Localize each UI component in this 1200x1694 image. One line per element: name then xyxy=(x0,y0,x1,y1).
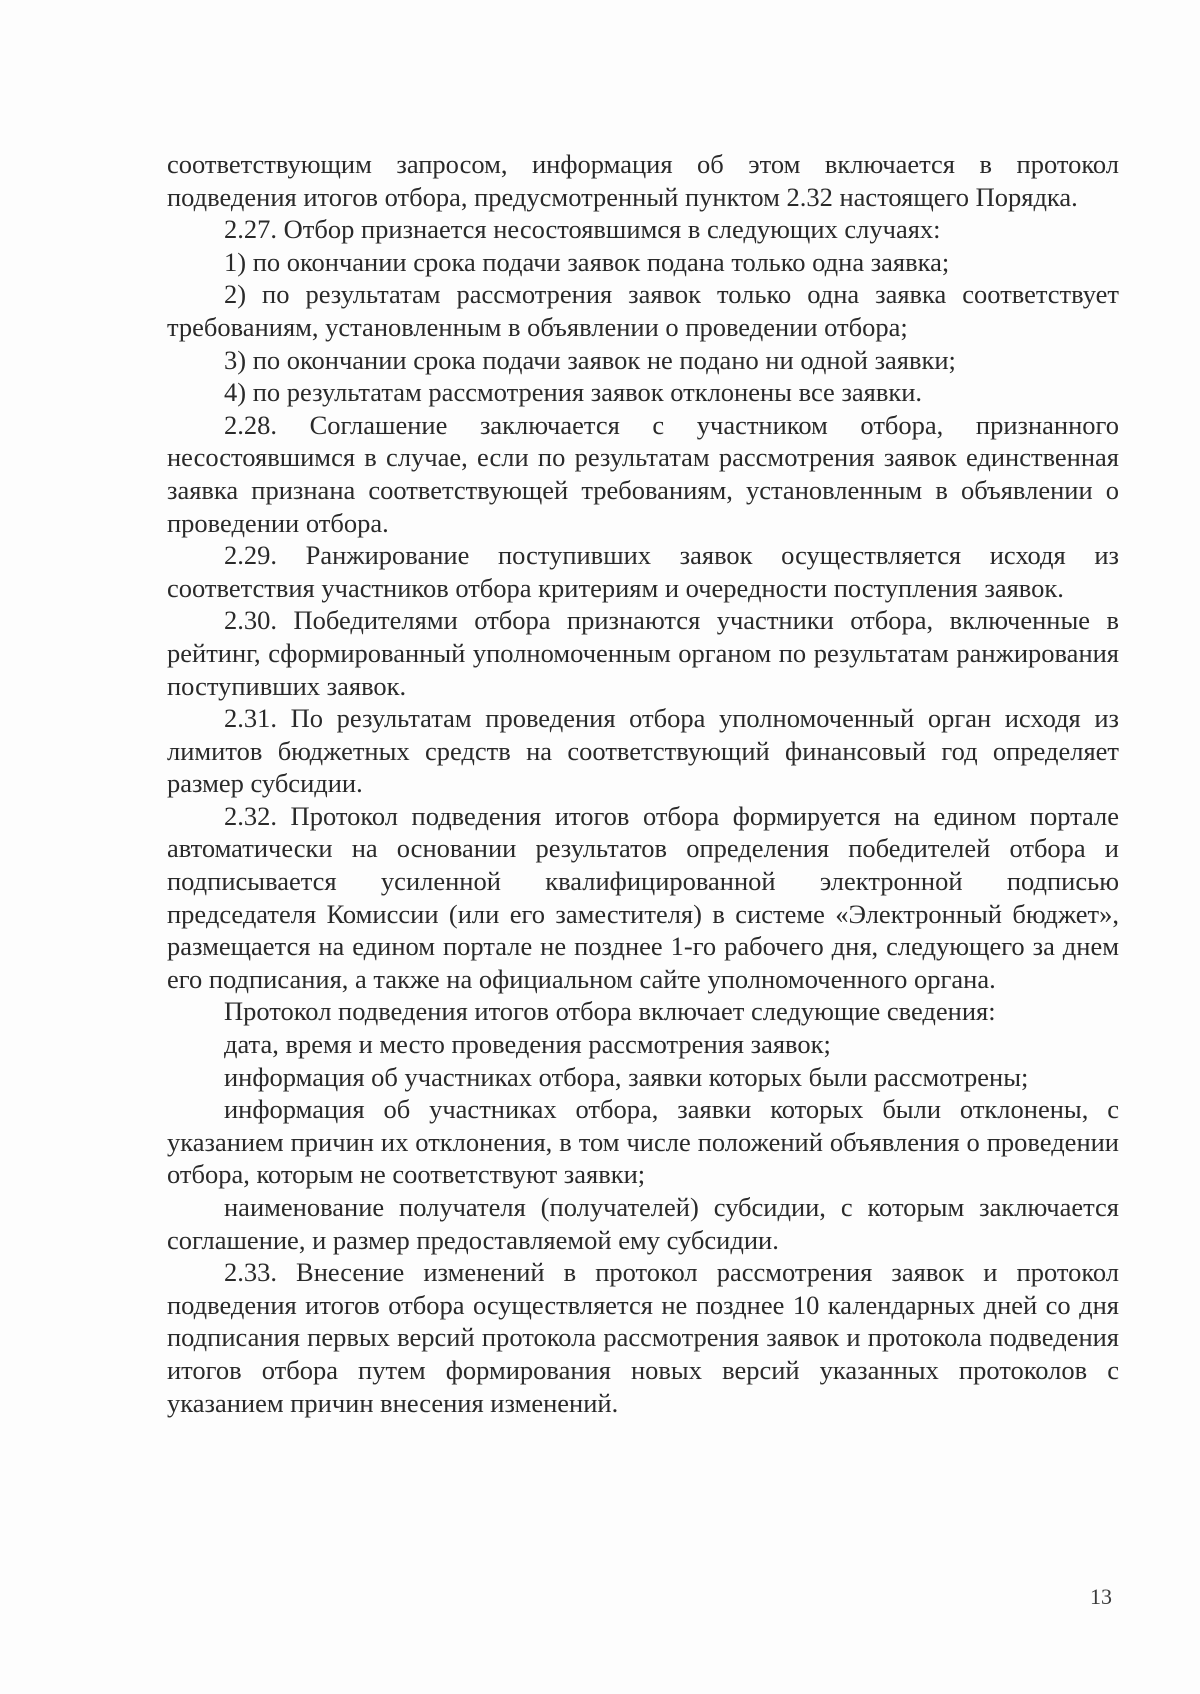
paragraph-2-33: 2.33. Внесение изменений в протокол рассмотрения заявок и протокол подведения итогов отбора осуществляется не позднее 10 календарных дней со дня подписания первых версий протокола рассмотрения заявок и протокола подведения итогов отбора путем формирования новых версий указанных протоколов с указанием причин внесения изменений. xyxy=(167,1257,1119,1418)
paragraph-2-31: 2.31. По результатам проведения отбора уполномоченный орган исходя из лимитов бюджетных средств на соответствующий финансовый год определяет размер субсидии. xyxy=(167,703,1119,799)
list-item-1: 1) по окончании срока подачи заявок подана только одна заявка; xyxy=(224,246,950,277)
protocol-item-recipient: наименование получателя (получателей) субсидии, с которым заключается соглашение, и размер предоставляемой ему субсидии. xyxy=(167,1192,1119,1255)
list-item-2: 2) по результатам рассмотрения заявок только одна заявка соответствует требованиям, установленным в объявлении о проведении отбора; xyxy=(167,279,1119,342)
protocol-item-reviewed: информация об участниках отбора, заявки которых были рассмотрены; xyxy=(224,1061,1029,1092)
paragraph-continuation: соответствующим запросом, информация об этом включается в протокол подведения итогов отбора, предусмотренный пунктом 2.32 настоящего Порядка. xyxy=(167,149,1119,212)
document-body xyxy=(167,148,1119,1419)
protocol-item-date: дата, время и место проведения рассмотрения заявок; xyxy=(224,1029,831,1060)
paragraph-2-29: 2.29. Ранжирование поступивших заявок осуществляется исходя из соответствия участников отбора критериям и очередности поступления заявок. xyxy=(167,540,1119,603)
protocol-intro: Протокол подведения итогов отбора включает следующие сведения: xyxy=(224,996,996,1027)
paragraph-2-27: 2.27. Отбор признается несостоявшимся в следующих случаях: xyxy=(224,214,941,245)
list-item-4: 4) по результатам рассмотрения заявок отклонены все заявки. xyxy=(224,377,923,408)
protocol-item-rejected: информация об участниках отбора, заявки которых были отклонены, с указанием причин их отклонения, в том числе положений объявления о проведении отбора, которым не соответствуют заявки; xyxy=(167,1094,1119,1190)
paragraph-2-30: 2.30. Победителями отбора признаются участники отбора, включенные в рейтинг, сформированный уполномоченным органом по результатам ранжирования поступивших заявок. xyxy=(167,605,1119,701)
paragraph-2-32: 2.32. Протокол подведения итогов отбора формируется на едином портале автоматически на основании результатов определения победителей отбора и подписывается усиленной квалифицированной электронной подписью председателя Комиссии (или его заместителя) в системе «Электронный бюджет», размещается на едином портале не позднее 1-го рабочего дня, следующего за днем его подписания, а также на официальном сайте уполномоченного органа. xyxy=(167,800,1119,994)
paragraph-2-28: 2.28. Соглашение заключается с участником отбора, признанного несостоявшимся в случае, если по результатам рассмотрения заявок единственная заявка признана соответствующей требованиям, установленным в объявлении о проведении отбора. xyxy=(167,409,1119,538)
page-number: 13 xyxy=(1090,1584,1112,1609)
list-item-3: 3) по окончании срока подачи заявок не подано ни одной заявки; xyxy=(224,344,956,375)
